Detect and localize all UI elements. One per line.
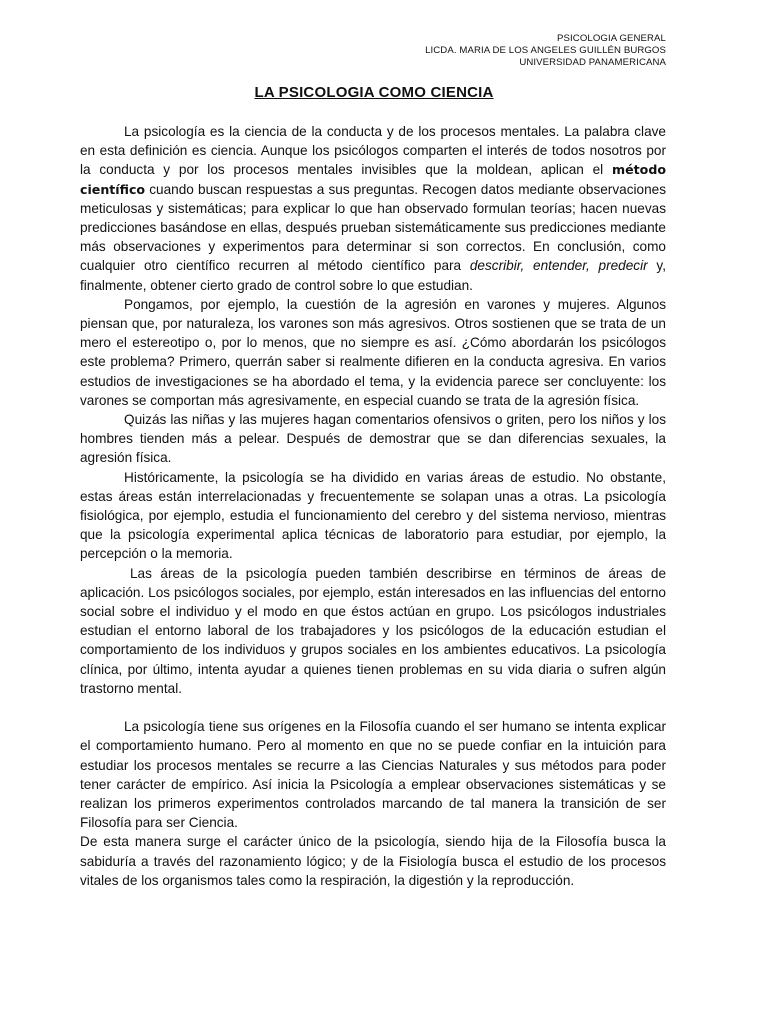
paragraph-1-bold-term: método científico bbox=[80, 162, 666, 197]
paragraph-3: Quizás las niñas y las mujeres hagan comentarios ofensivos o griten, pero los niños y los hombres tienden más a pelear. Después de demostrar que se dan diferencias sexuales, la agresión física. bbox=[80, 412, 666, 466]
university-name: UNIVERSIDAD PANAMERICANA bbox=[519, 57, 666, 68]
course-name: PSICOLOGIA GENERAL bbox=[557, 33, 666, 44]
document-header bbox=[425, 33, 666, 69]
instructor-name: LICDA. MARIA DE LOS ANGELES GUILLÉN BURGOS bbox=[425, 45, 666, 56]
document-body bbox=[80, 122, 666, 890]
paragraph-6: La psicología tiene sus orígenes en la Filosofía cuando el ser humano se intenta explicar el comportamiento humano. Pero al momento en que no se puede confiar en la intuición para estudiar los procesos mentales se recurre a las Ciencias Naturales y sus métodos para poder tener carácter de empírico. Así inicia la Psicología a emplear observaciones sistemáticas y se realizan los primeros experimentos controlados marcando de tal manera la transición de ser Filosofía para ser Ciencia. bbox=[80, 719, 666, 831]
paragraph-4: Históricamente, la psicología se ha dividido en varias áreas de estudio. No obstante, estas áreas están interrelacionadas y frecuentemente se solapan unas a otras. La psicología fisiológica, por ejemplo, estudia el funcionamiento del cerebro y del sistema nervioso, mientras que la psicología experimental aplica técnicas de laboratorio para estudiar, por ejemplo, la percepción o la memoria. bbox=[80, 469, 666, 562]
paragraph-7: De esta manera surge el carácter único de la psicología, siendo hija de la Filosofía busca la sabiduría a través del razonamiento lógico; y de la Fisiología busca el estudio de los procesos vitales de los organismos tales como la respiración, la digestión y la reproducción. bbox=[80, 834, 666, 888]
paragraph-1-part-c: cuando buscan respuestas a sus preguntas. Recogen datos mediante observaciones meticulosas y sistemáticas; para explicar lo que han observado formulan teorías; hacen nuevas predicciones basándose en ellas, después prueban sistemáticamente sus predicciones mediante más observaciones y experimentos para determinar si son correctos. En conclusión, como cualquier otro científico recurren al método científico para bbox=[80, 181, 666, 274]
paragraph-1 bbox=[80, 122, 666, 295]
paragraph-spacer bbox=[80, 698, 666, 717]
paragraph-1-part-e: y, finalmente, obtener cierto grado de control sobre lo que estudian. bbox=[80, 258, 666, 293]
paragraph-1-part-a: La psicología es la ciencia de la conducta y de los procesos mentales. La palabra clave en esta definición es ciencia. Aunque los psicólogos comparten el interés de todos nosotros por la conducta y por los procesos mentales invisibles que la moldean, aplican el bbox=[80, 124, 666, 178]
paragraph-5: Las áreas de la psicología pueden también describirse en términos de áreas de aplicación. Los psicólogos sociales, por ejemplo, están interesados en las influencias del entorno social sobre el individuo y el modo en que éstos actúan en grupo. Los psicólogos industriales estudian el entorno laboral de los trabajadores y los psicólogos de la educación estudian el comportamiento de los individuos y grupos sociales en los ambientes educativos. La psicología clínica, por último, intenta ayudar a quienes tienen problemas en su vida diaria o sufren algún trastorno mental. bbox=[80, 565, 666, 696]
paragraph-2: Pongamos, por ejemplo, la cuestión de la agresión en varones y mujeres. Algunos piensan que, por naturaleza, los varones son más agresivos. Otros sostienen que se trata de un mero el estereotipo o, por lo menos, que no siempre es así. ¿Cómo abordarán los psicólogos este problema? Primero, querrán saber si realmente difieren en la conducta agresiva. En varios estudios de investigaciones se ha abordado el tema, y la evidencia parece ser concluyente: los varones se comportan más agresivamente, en especial cuando se trata de la agresión física. bbox=[80, 296, 666, 408]
paragraph-1-italic-terms: describir, entender, predecir bbox=[469, 258, 648, 274]
document-title: LA PSICOLOGIA COMO CIENCIA bbox=[254, 84, 494, 101]
